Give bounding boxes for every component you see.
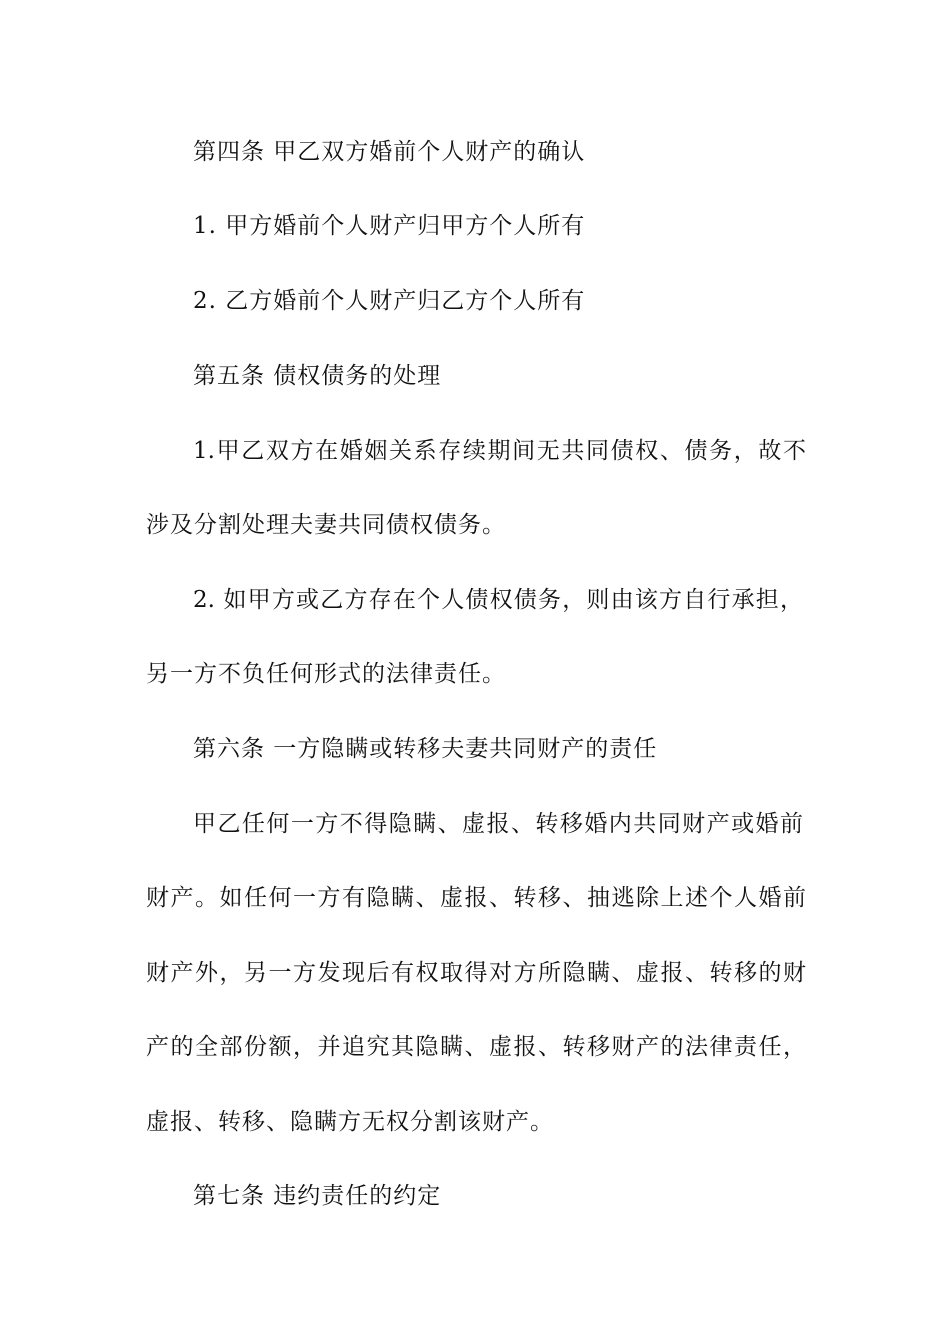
article-6-paragraph-line-5: 虚报、转移、隐瞒方无权分割该财产。 [146,1109,554,1135]
article-5-heading: 第五条 债权债务的处理 [193,363,442,389]
article-4-heading: 第四条 甲乙双方婚前个人财产的确认 [193,139,586,165]
article-7-heading: 第七条 违约责任的约定 [193,1183,442,1209]
article-5-item-1-line-1: 1.甲乙双方在婚姻关系存续期间无共同债权、债务，故不 [193,438,806,464]
article-4-item-1: 1. 甲方婚前个人财产归甲方个人所有 [193,213,586,239]
article-5-item-2-line-2: 另一方不负任何形式的法律责任。 [146,661,506,687]
article-5-item-1-line-2: 涉及分割处理夫妻共同债权债务。 [146,512,506,538]
article-6-paragraph-line-1: 甲乙任何一方不得隐瞒、虚报、转移婚内共同财产或婚前 [193,811,803,837]
article-6-paragraph-line-4: 产的全部份额，并追究其隐瞒、虚报、转移财产的法律责任， [146,1034,806,1060]
article-5-item-2-line-1: 2. 如甲方或乙方存在个人债权债务，则由该方自行承担， [193,587,803,613]
article-6-paragraph-line-3: 财产外，另一方发现后有权取得对方所隐瞒、虚报、转移的财 [146,960,806,986]
article-6-paragraph-line-2: 财产。如任何一方有隐瞒、虚报、转移、抽逃除上述个人婚前 [146,885,806,911]
article-4-item-2: 2. 乙方婚前个人财产归乙方个人所有 [193,288,586,314]
article-6-heading: 第六条 一方隐瞒或转移夫妻共同财产的责任 [193,736,658,762]
